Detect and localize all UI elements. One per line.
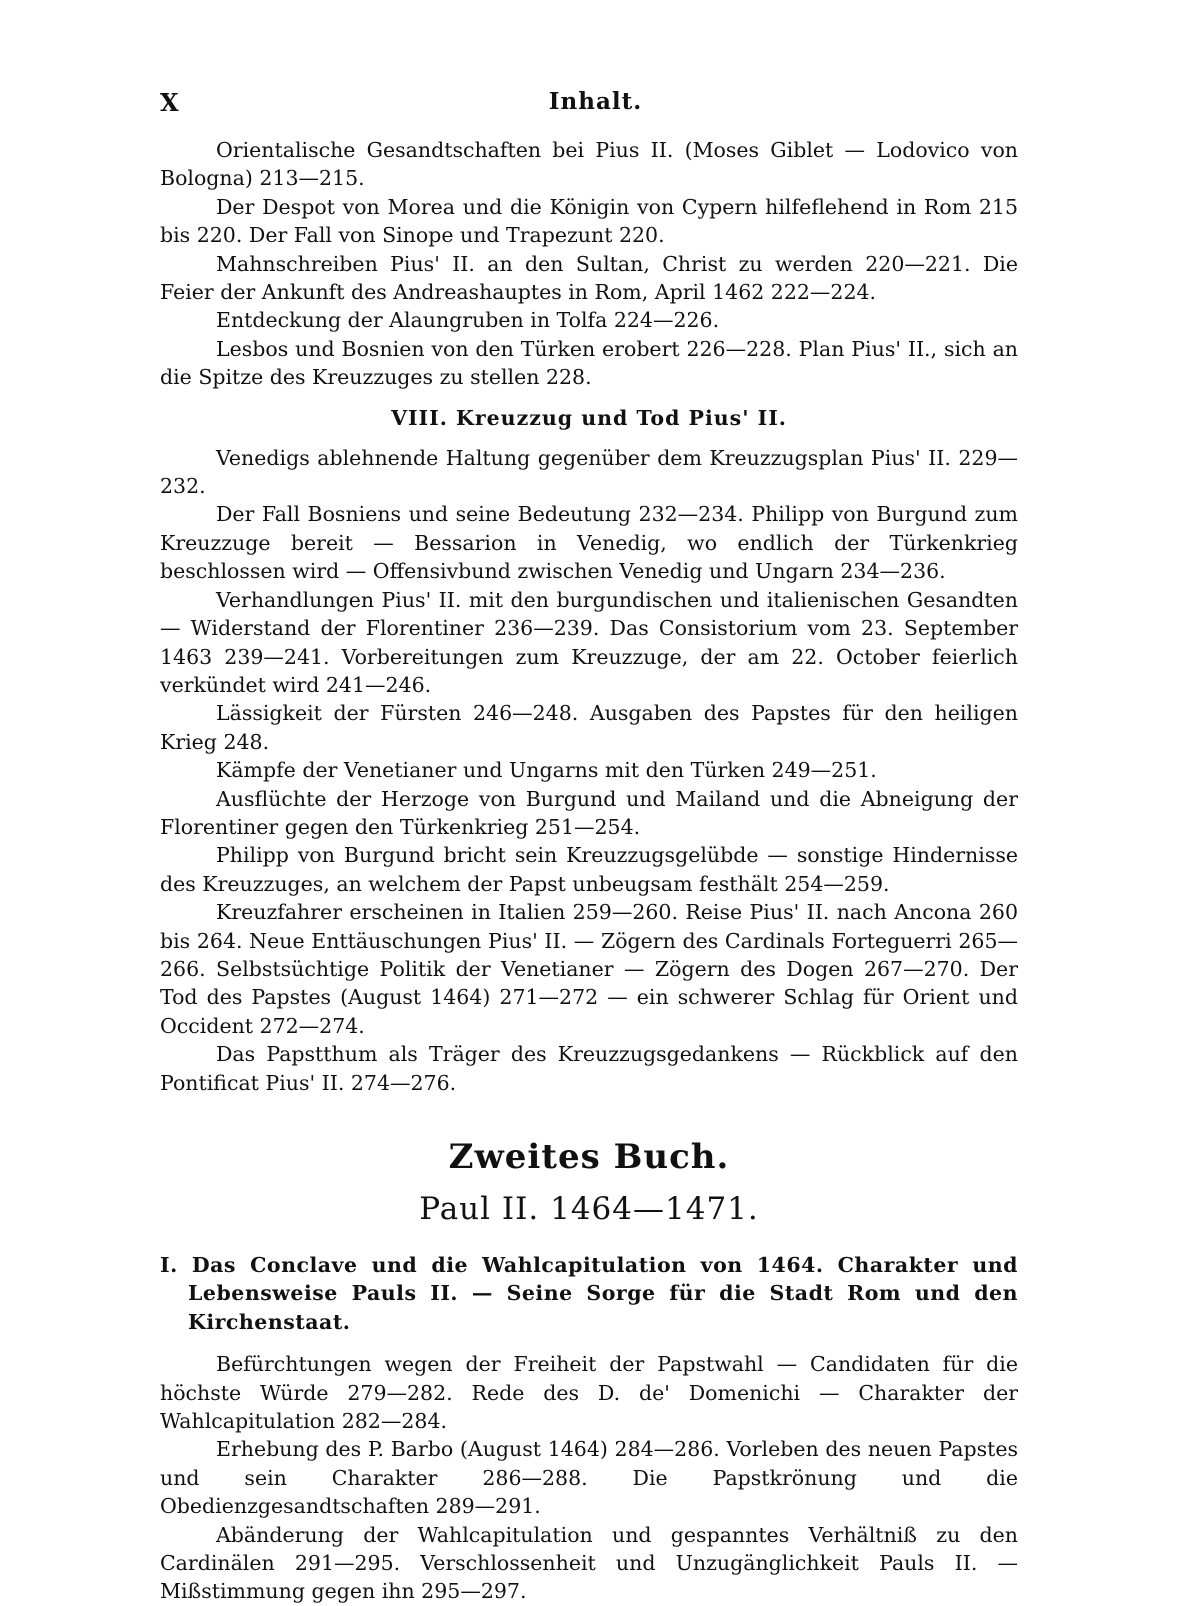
section-heading-viii: VIII. Kreuzzug und Tod Pius' II. xyxy=(391,405,787,430)
toc-entry: Lesbos und Bosnien von den Türken erobert 226—228. Plan Pius' II., sich an die Spitze des Kreuzzuges zu stellen 228. xyxy=(160,336,1018,390)
toc-entry: Der Fall Bosniens und seine Bedeutung 232—234. Philipp von Burgund zum Kreuzzuge bereit — Bessarion in Venedig, wo endlich der Türkenkrieg beschlossen wird — Offensivbund zwischen Venedig und Ungarn 234—236. xyxy=(160,502,1018,584)
toc-entry: Mahnschreiben Pius' II. an den Sultan, Christ zu werden 220—221. Die Feier der Ankunft des Andreashauptes in Rom, April 1462 222—224. xyxy=(160,251,1018,305)
book-title: Zweites Buch. xyxy=(448,1137,730,1177)
toc-entry: Philipp von Burgund bricht sein Kreuzzugsgelübde — sonstige Hindernisse des Kreuzzuges, an welchem der Papst unbeugsam festhält 254—259. xyxy=(160,843,1018,896)
toc-entry: Entdeckung der Alaungruben in Tolfa 224—226. xyxy=(216,308,720,333)
toc-entry: Erhebung des P. Barbo (August 1464) 284—286. Vorleben des neuen Papstes und sein Charakter 286—288. Die Papstkrönung und die Obedienzgesandtschaften 289—291. xyxy=(160,1437,1018,1519)
chapter-heading-i: I. Das Conclave und die Wahlcapitulation von 1464. Charakter und Lebensweise Pauls II. — Seine Sorge für die Stadt Rom und den Kirchenstaat. xyxy=(160,1253,1018,1334)
toc-entry: Lässigkeit der Fürsten 246—248. Ausgaben des Papstes für den heiligen Krieg 248. xyxy=(160,701,1018,754)
toc-entry: Abänderung der Wahlcapitulation und gespanntes Verhältniß zu den Cardinälen 291—295. Verschlossenheit und Unzugänglichkeit Pauls II. — Mißstimmung gegen ihn 295—297. xyxy=(160,1522,1018,1604)
toc-entry: Kämpfe der Venetianer und Ungarns mit den Türken 249—251. xyxy=(216,758,877,783)
toc-entry: Der Despot von Morea und die Königin von Cypern hilfeflehend in Rom 215 bis 220. Der Fall von Sinope und Trapezunt 220. xyxy=(160,194,1018,248)
toc-entry: Ausflüchte der Herzoge von Burgund und Mailand und die Abneigung der Florentiner gegen den Türkenkrieg 251—254. xyxy=(160,786,1018,839)
running-title: Inhalt. xyxy=(548,88,643,115)
toc-entry: Orientalische Gesandtschaften bei Pius II. (Moses Giblet — Lodovico von Bologna) 213—215. xyxy=(160,138,1018,191)
toc-entry: Kreuzfahrer erscheinen in Italien 259—260. Reise Pius' II. nach Ancona 260 bis 264. Neue Enttäuschungen Pius' II. — Zögern des Cardinals Forteguerri 265—266. Selbstsüchtige Politik der Venetianer — Zögern des Dogen 267—270. Der Tod des Papstes (August 1464) 271—272 — ein schwerer Schlag für Orient und Occident 272—274. xyxy=(160,900,1018,1038)
toc-entry: Verhandlungen Pius' II. mit den burgundischen und italienischen Gesandten — Widerstand der Florentiner 236—239. Das Consistorium vom 23. September 1463 239—241. Vorbereitungen zum Kreuzzuge, der am 22. October feierlich verkündet wird 241—246. xyxy=(160,587,1018,697)
pope-line: Paul II. 1464—1471. xyxy=(419,1191,759,1227)
table-of-contents xyxy=(160,136,1018,1606)
page-number: X xyxy=(160,88,179,117)
toc-entry: Venedigs ablehnende Haltung gegenüber dem Kreuzzugsplan Pius' II. 229—232. xyxy=(160,445,1018,499)
page-header xyxy=(160,88,1031,124)
toc-entry: Das Papstthum als Träger des Kreuzzugsgedankens — Rückblick auf den Pontificat Pius' II. 274—276. xyxy=(160,1042,1018,1095)
toc-entry: Befürchtungen wegen der Freiheit der Papstwahl — Candidaten für die höchste Würde 279—282. Rede des D. de' Domenichi — Charakter der Wahlcapitulation 282—284. xyxy=(160,1352,1018,1434)
